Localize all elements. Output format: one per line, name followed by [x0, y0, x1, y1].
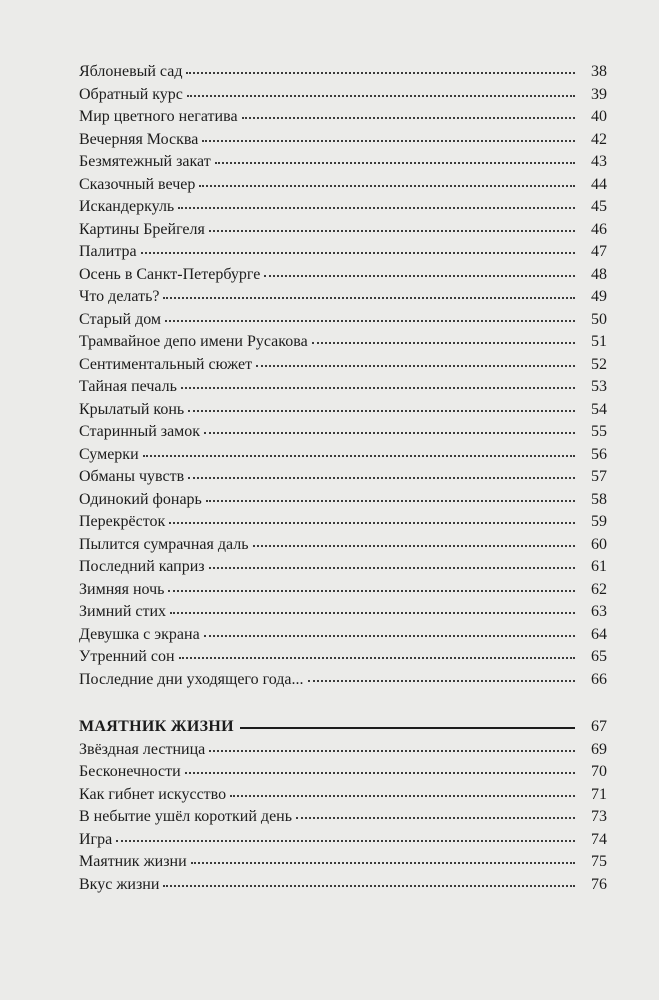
toc-entry [79, 784, 607, 807]
toc-dot-leader [191, 858, 575, 864]
toc-entry [79, 264, 607, 287]
toc-entry-page: 38 [591, 63, 607, 80]
toc-entry-page: 52 [591, 355, 607, 373]
toc-entry-page: 61 [591, 558, 607, 575]
toc-entry [79, 174, 607, 197]
toc-dot-leader [163, 881, 575, 887]
toc-entry-title: Трамвайное депо имени Русакова [79, 333, 308, 350]
toc-entry-page: 48 [591, 265, 607, 283]
toc-entry-page: 59 [591, 513, 607, 530]
toc-entry [79, 874, 607, 897]
toc-entry [79, 331, 607, 354]
table-of-contents [79, 61, 607, 896]
toc-entry [79, 579, 607, 602]
toc-entry [79, 556, 607, 579]
toc-dot-leader [141, 248, 575, 254]
toc-dot-leader [242, 113, 575, 119]
toc-entry [79, 151, 607, 174]
toc-dot-leader [187, 91, 575, 97]
toc-entry [79, 669, 607, 692]
toc-entry-page: 44 [591, 175, 607, 193]
toc-entry-title: Вкус жизни [79, 875, 160, 893]
toc-entry-page: 64 [591, 625, 607, 643]
toc-entry [79, 806, 607, 829]
toc-entry-page: 50 [591, 310, 607, 328]
toc-dot-leader [188, 406, 575, 412]
toc-entry [79, 421, 607, 444]
toc-entry-page: 56 [591, 445, 607, 463]
toc-entry-title: Старинный замок [79, 423, 201, 440]
toc-dot-leader [202, 136, 575, 142]
toc-entry-title: Искандеркуль [79, 198, 175, 215]
toc-entry-title: Старый дом [79, 310, 162, 328]
toc-entry [79, 286, 607, 309]
toc-dot-leader [179, 653, 575, 659]
toc-entry-title: Одинокий фонарь [79, 490, 202, 508]
toc-entry [79, 761, 607, 784]
toc-entry-title: Вечерняя Москва [79, 130, 199, 148]
toc-entry [79, 466, 607, 489]
toc-entry-title: Перекрёсток [79, 513, 166, 530]
toc-entry-page: 39 [591, 85, 607, 103]
toc-entry-page: 76 [591, 875, 607, 893]
toc-entry [79, 84, 607, 107]
toc-entry [79, 376, 607, 399]
toc-entry-title: Осень в Санкт-Петербурге [79, 265, 261, 283]
toc-entry [79, 354, 607, 377]
toc-entry-title: Звёздная лестница [79, 740, 206, 758]
toc-entry [79, 241, 607, 264]
toc-entry [79, 851, 607, 874]
toc-dot-leader [163, 293, 575, 299]
toc-entry-page: 74 [591, 830, 607, 848]
toc-entry-page: 47 [591, 243, 607, 260]
toc-dot-leader [296, 813, 575, 819]
toc-entry-title: Зимний стих [79, 603, 167, 620]
toc-entry-page: 73 [591, 808, 607, 825]
toc-dot-leader [181, 383, 575, 389]
toc-entry-title: Тайная печаль [79, 378, 177, 395]
toc-section-page: 67 [591, 718, 607, 735]
toc-entry-title: Утренний сон [79, 648, 175, 665]
toc-dot-leader [199, 181, 575, 187]
toc-entry-title: Девушка с экрана [79, 625, 200, 643]
toc-entry-title: Бесконечности [79, 763, 181, 780]
toc-dot-leader [230, 791, 575, 797]
toc-entry [79, 489, 607, 512]
toc-entry-page: 51 [591, 333, 607, 350]
toc-dot-leader [264, 271, 575, 277]
toc-entry-page: 42 [591, 130, 607, 148]
toc-entry [79, 444, 607, 467]
toc-entry-title: Последний каприз [79, 558, 205, 575]
toc-entry [79, 399, 607, 422]
toc-entry [79, 624, 607, 647]
toc-entry-page: 53 [591, 378, 607, 395]
toc-dot-leader [188, 473, 575, 479]
toc-entry-title: Обратный курс [79, 85, 183, 103]
toc-entry [79, 601, 607, 624]
toc-part-2 [79, 739, 607, 897]
toc-entry-page: 43 [591, 153, 607, 170]
toc-dot-leader [165, 316, 575, 322]
toc-dot-leader [209, 746, 575, 752]
toc-entry [79, 646, 607, 669]
toc-entry-page: 69 [591, 740, 607, 758]
toc-section-leader [240, 723, 575, 729]
toc-entry-page: 62 [591, 580, 607, 598]
toc-entry-title: Безмятежный закат [79, 153, 211, 170]
toc-dot-leader [312, 338, 575, 344]
toc-dot-leader [143, 451, 575, 457]
toc-entry-page: 57 [591, 468, 607, 485]
toc-entry-title: Палитра [79, 243, 137, 260]
toc-dot-leader [256, 361, 575, 367]
toc-entry-title: Последние дни уходящего года... [79, 670, 304, 688]
toc-entry [79, 739, 607, 762]
toc-entry-page: 63 [591, 603, 607, 620]
toc-entry-page: 75 [591, 853, 607, 870]
toc-dot-leader [204, 428, 575, 434]
toc-dot-leader [204, 631, 575, 637]
toc-entry-title: Маятник жизни [79, 853, 187, 870]
toc-entry-page: 54 [591, 400, 607, 418]
toc-entry-title: Сумерки [79, 445, 139, 463]
toc-entry-title: Пылится сумрачная даль [79, 535, 249, 553]
toc-entry-title: Крылатый конь [79, 400, 185, 418]
toc-entry-page: 46 [591, 220, 607, 238]
toc-entry-page: 49 [591, 288, 607, 305]
toc-dot-leader [209, 563, 575, 569]
toc-section-title: МАЯТНИК ЖИЗНИ [79, 718, 234, 735]
toc-dot-leader [178, 203, 575, 209]
toc-entry-title: Зимняя ночь [79, 580, 165, 598]
toc-entry-page: 40 [591, 108, 607, 125]
toc-entry-page: 55 [591, 423, 607, 440]
toc-entry [79, 829, 607, 852]
toc-dot-leader [170, 608, 575, 614]
toc-entry [79, 309, 607, 332]
toc-part-1 [79, 61, 607, 691]
toc-entry-title: Обманы чувств [79, 468, 185, 485]
toc-entry-title: Как гибнет искусство [79, 785, 227, 803]
toc-entry-page: 70 [591, 763, 607, 780]
toc-dot-leader [206, 496, 575, 502]
toc-entry-page: 58 [591, 490, 607, 508]
toc-entry-title: Мир цветного негатива [79, 108, 238, 125]
toc-dot-leader [116, 836, 575, 842]
toc-dot-leader [209, 226, 575, 232]
toc-entry-title: Что делать? [79, 288, 160, 305]
toc-section-heading [79, 716, 607, 739]
toc-entry-title: Сентиментальный сюжет [79, 355, 253, 373]
toc-entry [79, 129, 607, 152]
toc-entry-title: Игра [79, 830, 113, 848]
toc-dot-leader [308, 676, 575, 682]
toc-entry [79, 196, 607, 219]
toc-entry [79, 106, 607, 129]
toc-dot-leader [253, 541, 576, 547]
toc-entry [79, 219, 607, 242]
toc-dot-leader [169, 518, 575, 524]
toc-entry [79, 534, 607, 557]
toc-entry-page: 71 [591, 785, 607, 803]
toc-dot-leader [168, 586, 575, 592]
toc-entry-title: Яблоневый сад [79, 63, 183, 80]
toc-entry-page: 66 [591, 670, 607, 688]
toc-entry [79, 511, 607, 534]
toc-entry-page: 45 [591, 198, 607, 215]
toc-entry-page: 60 [591, 535, 607, 553]
toc-entry-title: Картины Брейгеля [79, 220, 205, 238]
toc-dot-leader [215, 158, 575, 164]
toc-entry-page: 65 [591, 648, 607, 665]
toc-entry-title: В небытие ушёл короткий день [79, 808, 293, 825]
toc-dot-leader [185, 768, 575, 774]
toc-entry [79, 61, 607, 84]
toc-entry-title: Сказочный вечер [79, 175, 196, 193]
toc-dot-leader [186, 68, 575, 74]
